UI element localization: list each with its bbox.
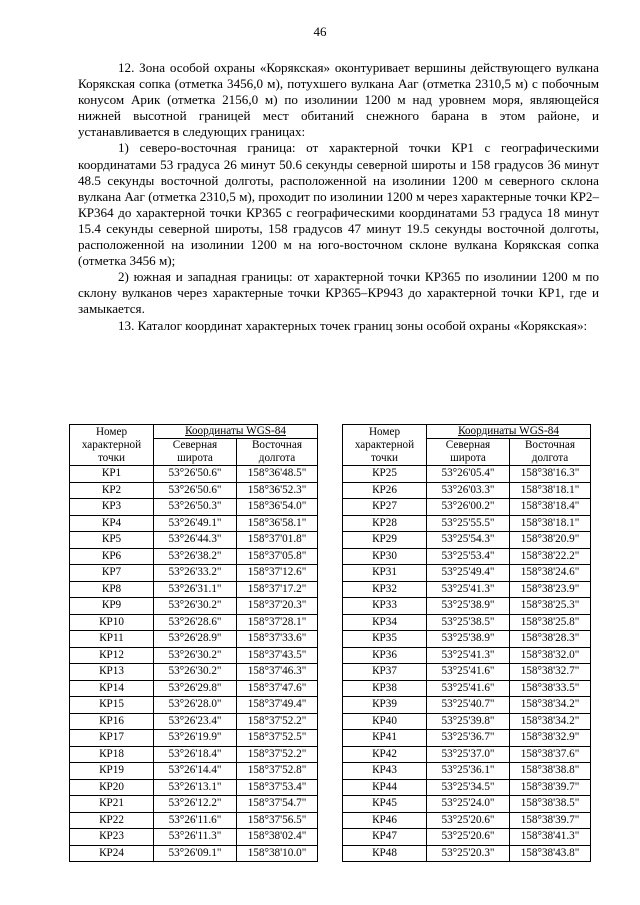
point-number-cell: КР2 [70, 482, 154, 499]
latitude-cell: 53°25'20.3" [427, 845, 510, 862]
latitude-cell: 53°26'11.3" [154, 829, 237, 846]
table-row [343, 763, 591, 780]
longitude-cell: 158°38'34.2" [510, 713, 591, 730]
longitude-cell: 158°36'48.5" [237, 466, 318, 483]
longitude-cell: 158°37'52.8" [237, 763, 318, 780]
longitude-cell: 158°37'28.1" [237, 614, 318, 631]
longitude-cell: 158°38'22.2" [510, 548, 591, 565]
table-row [343, 812, 591, 829]
longitude-cell: 158°37'52.2" [237, 713, 318, 730]
longitude-cell: 158°37'46.3" [237, 664, 318, 681]
latitude-cell: 53°26'14.4" [154, 763, 237, 780]
longitude-cell: 158°37'43.5" [237, 647, 318, 664]
point-number-cell: КР44 [343, 779, 427, 796]
point-number-cell: КР6 [70, 548, 154, 565]
point-number-cell: КР45 [343, 796, 427, 813]
longitude-cell: 158°38'38.5" [510, 796, 591, 813]
table-row [70, 647, 318, 664]
table-row [343, 796, 591, 813]
latitude-cell: 53°26'28.0" [154, 697, 237, 714]
longitude-cell: 158°38'38.8" [510, 763, 591, 780]
coordinates-table-left [69, 424, 318, 862]
point-number-cell: КР14 [70, 680, 154, 697]
longitude-cell: 158°37'53.4" [237, 779, 318, 796]
latitude-cell: 53°26'28.6" [154, 614, 237, 631]
table-row [343, 697, 591, 714]
longitude-cell: 158°38'32.7" [510, 664, 591, 681]
header-longitude: Восточная долгота [510, 439, 591, 466]
longitude-cell: 158°36'52.3" [237, 482, 318, 499]
point-number-cell: КР47 [343, 829, 427, 846]
table-row [343, 548, 591, 565]
point-number-cell: КР17 [70, 730, 154, 747]
paragraph-south-west-border: 2) южная и западная границы: от характерной точки КР365 по изолинии 1200 м по склону вулканов через характерные точки КР365–КР943 до характерной точки КР1, где и замыкается. [78, 269, 599, 317]
table-row [70, 796, 318, 813]
coordinates-table-right-body [343, 466, 591, 862]
latitude-cell: 53°25'20.6" [427, 829, 510, 846]
latitude-cell: 53°26'44.3" [154, 532, 237, 549]
latitude-cell: 53°26'38.2" [154, 548, 237, 565]
point-number-cell: КР38 [343, 680, 427, 697]
point-number-cell: КР9 [70, 598, 154, 615]
table-row [343, 565, 591, 582]
table-row [70, 598, 318, 615]
table-row [343, 680, 591, 697]
longitude-cell: 158°37'33.6" [237, 631, 318, 648]
table-row [343, 845, 591, 862]
paragraph-zone-description: 12. Зона особой охраны «Корякская» оконтуривает вершины действующего вулкана Корякская сопка (отметка 3456,0 м), потухшего вулкана Ааг (отметка 2310,5 м) с побочным конусом Арик (отметка 2156,0 м) по изолинии 1200 м над уровнем моря, являющейся нижней высотной границей мест обитаний снежного барана в этом районе, и устанавливается в следующих границах: [78, 60, 599, 140]
table-row [70, 565, 318, 582]
table-row [343, 499, 591, 516]
table-row [70, 614, 318, 631]
point-number-cell: КР31 [343, 565, 427, 582]
table-row [70, 779, 318, 796]
latitude-cell: 53°26'50.6" [154, 466, 237, 483]
table-row [70, 482, 318, 499]
longitude-cell: 158°36'58.1" [237, 515, 318, 532]
table-row [70, 697, 318, 714]
latitude-cell: 53°26'00.2" [427, 499, 510, 516]
point-number-cell: КР19 [70, 763, 154, 780]
table-row [70, 680, 318, 697]
longitude-cell: 158°37'49.4" [237, 697, 318, 714]
body-text [78, 60, 599, 334]
point-number-cell: КР40 [343, 713, 427, 730]
latitude-cell: 53°26'50.6" [154, 482, 237, 499]
table-row [70, 713, 318, 730]
longitude-cell: 158°38'39.7" [510, 779, 591, 796]
point-number-cell: КР8 [70, 581, 154, 598]
longitude-cell: 158°38'18.4" [510, 499, 591, 516]
longitude-cell: 158°38'34.2" [510, 697, 591, 714]
table-row [343, 598, 591, 615]
longitude-cell: 158°37'52.2" [237, 746, 318, 763]
longitude-cell: 158°37'47.6" [237, 680, 318, 697]
table-row [70, 812, 318, 829]
table-row [70, 515, 318, 532]
latitude-cell: 53°26'30.2" [154, 664, 237, 681]
coordinates-table-right [342, 424, 591, 862]
table-row [343, 581, 591, 598]
longitude-cell: 158°38'25.3" [510, 598, 591, 615]
latitude-cell: 53°26'50.3" [154, 499, 237, 516]
point-number-cell: КР3 [70, 499, 154, 516]
latitude-cell: 53°26'33.2" [154, 565, 237, 582]
latitude-cell: 53°25'38.5" [427, 614, 510, 631]
table-row [343, 664, 591, 681]
longitude-cell: 158°38'20.9" [510, 532, 591, 549]
longitude-cell: 158°38'33.5" [510, 680, 591, 697]
longitude-cell: 158°38'32.0" [510, 647, 591, 664]
latitude-cell: 53°26'23.4" [154, 713, 237, 730]
longitude-cell: 158°36'54.0" [237, 499, 318, 516]
table-row [70, 499, 318, 516]
latitude-cell: 53°26'30.2" [154, 647, 237, 664]
point-number-cell: КР1 [70, 466, 154, 483]
latitude-cell: 53°25'54.3" [427, 532, 510, 549]
point-number-cell: КР29 [343, 532, 427, 549]
point-number-cell: КР36 [343, 647, 427, 664]
table-row [70, 829, 318, 846]
point-number-cell: КР20 [70, 779, 154, 796]
point-number-cell: КР11 [70, 631, 154, 648]
page-number: 46 [313, 24, 327, 39]
latitude-cell: 53°25'41.3" [427, 581, 510, 598]
longitude-cell: 158°38'24.6" [510, 565, 591, 582]
latitude-cell: 53°25'49.4" [427, 565, 510, 582]
point-number-cell: КР18 [70, 746, 154, 763]
point-number-cell: КР24 [70, 845, 154, 862]
point-number-cell: КР48 [343, 845, 427, 862]
point-number-cell: КР39 [343, 697, 427, 714]
table-row [343, 829, 591, 846]
longitude-cell: 158°37'56.5" [237, 812, 318, 829]
coordinates-table-left-body [70, 466, 318, 862]
latitude-cell: 53°25'41.6" [427, 664, 510, 681]
point-number-cell: КР41 [343, 730, 427, 747]
header-point-number: Номер характерной точки [343, 425, 427, 466]
table-row [343, 779, 591, 796]
latitude-cell: 53°26'18.4" [154, 746, 237, 763]
point-number-cell: КР21 [70, 796, 154, 813]
latitude-cell: 53°25'20.6" [427, 812, 510, 829]
latitude-cell: 53°25'37.0" [427, 746, 510, 763]
point-number-cell: КР28 [343, 515, 427, 532]
longitude-cell: 158°38'18.1" [510, 515, 591, 532]
longitude-cell: 158°37'54.7" [237, 796, 318, 813]
point-number-cell: КР33 [343, 598, 427, 615]
latitude-cell: 53°25'38.9" [427, 631, 510, 648]
table-row [343, 647, 591, 664]
latitude-cell: 53°25'34.5" [427, 779, 510, 796]
table-row [343, 730, 591, 747]
table-row [70, 581, 318, 598]
point-number-cell: КР12 [70, 647, 154, 664]
table-row [70, 532, 318, 549]
point-number-cell: КР16 [70, 713, 154, 730]
point-number-cell: КР4 [70, 515, 154, 532]
point-number-cell: КР46 [343, 812, 427, 829]
longitude-cell: 158°38'39.7" [510, 812, 591, 829]
table-row [70, 548, 318, 565]
point-number-cell: КР7 [70, 565, 154, 582]
point-number-cell: КР23 [70, 829, 154, 846]
table-row [70, 845, 318, 862]
latitude-cell: 53°25'55.5" [427, 515, 510, 532]
longitude-cell: 158°37'12.6" [237, 565, 318, 582]
paragraph-northeast-border: 1) северо-восточная граница: от характерной точки КР1 с географическими координатами 53 градуса 26 минут 50.6 секунды северной широты и 158 градусов 36 минут 48.5 секунды восточной долготы, расположенной на изолинии 1200 м северного склона вулкана Ааг (отметка 2310,5 м), проходит по изолинии 1200 м через характерные точки КР2–КР364 до характерной точки КР365 с географическими координатами 53 градуса 18 минут 15.4 секунды северной широты, 158 градусов 47 минут 19.5 секунды восточной долготы, расположенной на изолинии 1200 м на юго-восточном склоне вулкана Корякская сопка (отметка 3456 м); [78, 140, 599, 269]
latitude-cell: 53°25'24.0" [427, 796, 510, 813]
table-row [70, 763, 318, 780]
header-latitude: Северная широта [154, 439, 237, 466]
longitude-cell: 158°38'43.8" [510, 845, 591, 862]
latitude-cell: 53°26'12.2" [154, 796, 237, 813]
table-row [70, 631, 318, 648]
longitude-cell: 158°38'16.3" [510, 466, 591, 483]
point-number-cell: КР5 [70, 532, 154, 549]
table-row [343, 482, 591, 499]
latitude-cell: 53°26'05.4" [427, 466, 510, 483]
point-number-cell: КР13 [70, 664, 154, 681]
latitude-cell: 53°26'31.1" [154, 581, 237, 598]
header-coordinates: Координаты WGS-84 [427, 425, 591, 439]
table-row [343, 532, 591, 549]
latitude-cell: 53°25'41.3" [427, 647, 510, 664]
longitude-cell: 158°37'05.8" [237, 548, 318, 565]
point-number-cell: КР10 [70, 614, 154, 631]
table-row [343, 631, 591, 648]
point-number-cell: КР15 [70, 697, 154, 714]
longitude-cell: 158°37'17.2" [237, 581, 318, 598]
paragraph-catalog-intro: 13. Каталог координат характерных точек границ зоны особой охраны «Корякская»: [118, 317, 588, 333]
point-number-cell: КР32 [343, 581, 427, 598]
point-number-cell: КР42 [343, 746, 427, 763]
longitude-cell: 158°38'18.1" [510, 482, 591, 499]
point-number-cell: КР30 [343, 548, 427, 565]
latitude-cell: 53°26'11.6" [154, 812, 237, 829]
latitude-cell: 53°26'30.2" [154, 598, 237, 615]
longitude-cell: 158°38'23.9" [510, 581, 591, 598]
latitude-cell: 53°26'49.1" [154, 515, 237, 532]
longitude-cell: 158°38'25.8" [510, 614, 591, 631]
point-number-cell: КР43 [343, 763, 427, 780]
longitude-cell: 158°37'52.5" [237, 730, 318, 747]
latitude-cell: 53°25'40.7" [427, 697, 510, 714]
table-row [343, 466, 591, 483]
latitude-cell: 53°25'41.6" [427, 680, 510, 697]
header-point-number: Номер характерной точки [70, 425, 154, 466]
header-latitude: Северная широта [427, 439, 510, 466]
table-row [343, 713, 591, 730]
point-number-cell: КР34 [343, 614, 427, 631]
header-coordinates: Координаты WGS-84 [154, 425, 318, 439]
table-row [343, 614, 591, 631]
longitude-cell: 158°37'20.3" [237, 598, 318, 615]
table-row [70, 664, 318, 681]
latitude-cell: 53°26'19.9" [154, 730, 237, 747]
longitude-cell: 158°38'41.3" [510, 829, 591, 846]
table-row [343, 515, 591, 532]
longitude-cell: 158°38'02.4" [237, 829, 318, 846]
point-number-cell: КР27 [343, 499, 427, 516]
latitude-cell: 53°26'03.3" [427, 482, 510, 499]
table-row [70, 730, 318, 747]
point-number-cell: КР37 [343, 664, 427, 681]
latitude-cell: 53°26'29.8" [154, 680, 237, 697]
header-longitude: Восточная долгота [237, 439, 318, 466]
point-number-cell: КР35 [343, 631, 427, 648]
table-row [343, 746, 591, 763]
latitude-cell: 53°25'53.4" [427, 548, 510, 565]
longitude-cell: 158°38'37.6" [510, 746, 591, 763]
latitude-cell: 53°26'09.1" [154, 845, 237, 862]
latitude-cell: 53°25'36.7" [427, 730, 510, 747]
latitude-cell: 53°25'39.8" [427, 713, 510, 730]
longitude-cell: 158°38'10.0" [237, 845, 318, 862]
longitude-cell: 158°38'28.3" [510, 631, 591, 648]
point-number-cell: КР26 [343, 482, 427, 499]
table-row [70, 466, 318, 483]
latitude-cell: 53°25'36.1" [427, 763, 510, 780]
latitude-cell: 53°26'13.1" [154, 779, 237, 796]
latitude-cell: 53°26'28.9" [154, 631, 237, 648]
longitude-cell: 158°37'01.8" [237, 532, 318, 549]
longitude-cell: 158°38'32.9" [510, 730, 591, 747]
point-number-cell: КР25 [343, 466, 427, 483]
latitude-cell: 53°25'38.9" [427, 598, 510, 615]
table-row [70, 746, 318, 763]
point-number-cell: КР22 [70, 812, 154, 829]
